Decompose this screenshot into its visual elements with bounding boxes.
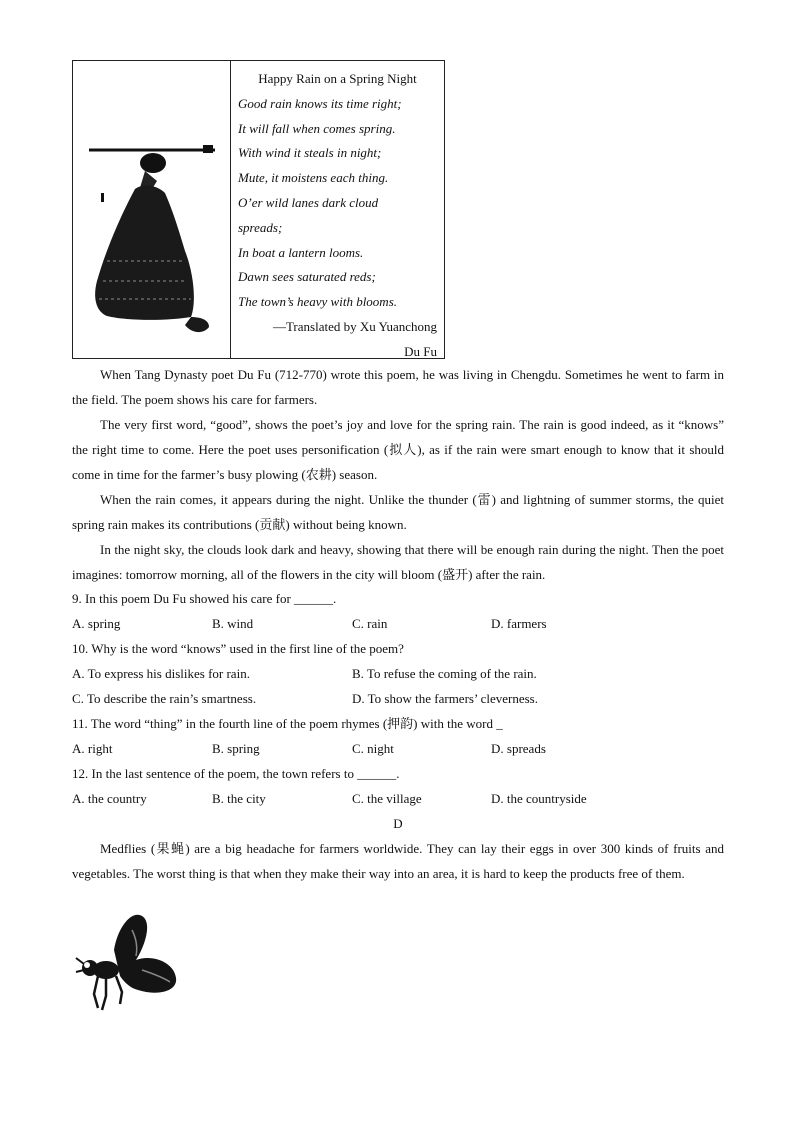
option-c[interactable]: C. night: [352, 741, 394, 756]
question-stem: 11. The word “thing” in the fourth line of the poem rhymes (押韵) with the word _: [72, 716, 503, 731]
passage-paragraph: When Tang Dynasty poet Du Fu (712-770) wrote this poem, he was living in Chengdu. Sometimes he went to farm in the field. The poem shows his care for farmers.: [72, 367, 724, 407]
poem-translator: —Translated by Xu Yuanchong: [272, 318, 437, 334]
option-b[interactable]: B. wind: [212, 616, 254, 631]
question-options: [72, 786, 724, 811]
option-c[interactable]: C. To describe the rain’s smartness.: [72, 691, 257, 706]
poem-line: Good rain knows its time right;: [238, 95, 402, 111]
poem-line: In boat a lantern looms.: [238, 244, 364, 260]
question-options: [72, 686, 724, 711]
poem-line: It will fall when comes spring.: [238, 120, 396, 136]
poem-line: O’er wild lanes dark cloud: [238, 194, 379, 210]
option-b[interactable]: B. spring: [212, 741, 260, 756]
poem-line: The town’s heavy with blooms.: [238, 294, 398, 310]
poem-box: [72, 60, 445, 359]
option-a[interactable]: A. spring: [72, 616, 121, 631]
passage-paragraph: When the rain comes, it appears during the night. Unlike the thunder (雷) and lightning of summer storms, the quiet spring rain makes its contributions (贡献) without being known.: [72, 492, 724, 532]
poem-line: Dawn sees saturated reds;: [238, 269, 376, 285]
section-heading: D: [393, 816, 403, 831]
poem-line: With wind it steals in night;: [238, 145, 382, 161]
poem-title: Happy Rain on a Spring Night: [258, 71, 417, 86]
question-options: [72, 661, 724, 686]
poem-line: Mute, it moistens each thing.: [238, 170, 389, 186]
option-b[interactable]: B. the city: [212, 791, 266, 806]
question-options: [72, 611, 724, 636]
option-a[interactable]: A. right: [72, 741, 113, 756]
option-d[interactable]: D. To show the farmers’ cleverness.: [352, 691, 538, 706]
option-d[interactable]: D. the countryside: [491, 791, 587, 806]
question-stem: 12. In the last sentence of the poem, the town refers to ______.: [72, 766, 400, 781]
question-stem: 10. Why is the word “knows” used in the first line of the poem?: [72, 641, 404, 656]
option-d[interactable]: D. spreads: [491, 741, 546, 756]
poem-text: [231, 61, 444, 358]
question-stem: 9. In this poem Du Fu showed his care for ______.: [72, 591, 337, 606]
option-c[interactable]: C. the village: [352, 791, 422, 806]
poem-author: Du Fu: [404, 343, 437, 359]
du-fu-portrait-icon: [87, 141, 217, 346]
option-a[interactable]: A. the country: [72, 791, 147, 806]
option-b[interactable]: B. To refuse the coming of the rain.: [352, 666, 537, 681]
poem-line: spreads;: [238, 219, 283, 235]
passage-paragraph: In the night sky, the clouds look dark and heavy, showing that there will be enough rain during the night. Then the poet imagines: tomorrow morning, all of the flowers in the city will bloom (盛开) after the rain.: [72, 542, 724, 582]
passage-paragraph: Medflies (果蝇) are a big headache for farmers worldwide. They can lay their eggs in over 300 kinds of fruits and vegetables. The worst thing is that when they make their way into an area, it is hard to keep the products free of them.: [72, 841, 724, 881]
passage-paragraph: The very first word, “good”, shows the poet’s joy and love for the spring rain. The rain is good indeed, as it “knows” the right time to come. Here the poet uses personification (拟人), as if the rain were smart enough to know that it should come in time for the farmer’s busy plowing (农耕) season.: [72, 417, 724, 482]
option-a[interactable]: A. To express his dislikes for rain.: [72, 666, 250, 681]
question-options: [72, 736, 724, 761]
option-d[interactable]: D. farmers: [491, 616, 547, 631]
option-c[interactable]: C. rain: [352, 616, 388, 631]
poem-illustration: [73, 61, 231, 358]
medfly-icon: [74, 910, 180, 1012]
